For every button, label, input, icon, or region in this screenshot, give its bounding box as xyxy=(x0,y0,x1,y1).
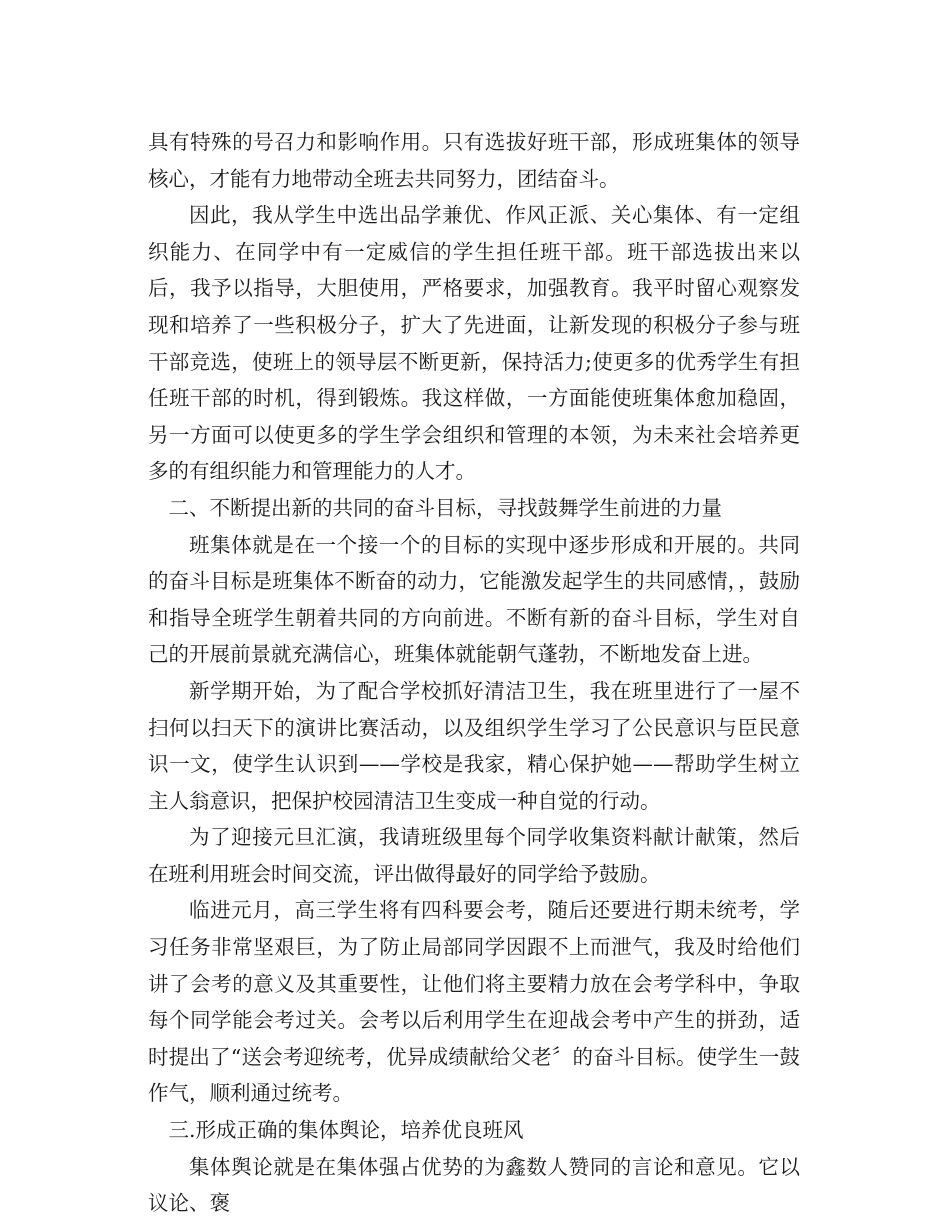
paragraph-continuation: 具有特殊的号召力和影响作用。只有选拔好班干部，形成班集体的领导核心，才能有力地带动全班去共同努力，团结奋斗。 xyxy=(148,130,800,191)
section-heading-2: 二、不断提出新的共同的奋斗目标，寻找鼓舞学生前进的力量 xyxy=(168,495,722,520)
paragraph-new-year-show: 为了迎接元旦汇演，我请班级里每个同学收集资料献计献策，然后在班利用班会时间交流，评出做得最好的同学给予鼓励。 xyxy=(148,825,800,886)
paragraph-public-opinion: 集体舆论就是在集体强占优势的为鑫数人赞同的言论和意见。它以议论、褒 xyxy=(148,1154,800,1216)
paragraph-common-goals: 班集体就是在一个接一个的目标的实现中逐步形成和开展的。共同的奋斗目标是班集体不断奋的动力，它能激发起学生的共同感情，，鼓励和指导全班学生朝着共同的方向前进。不断有新的奋斗目标，学生对自己的开展前景就充满信心，班集体就能朝气蓬勃，不断地发奋上进。 xyxy=(148,532,800,667)
document-body xyxy=(148,124,800,1222)
paragraph-class-leaders: 因此，我从学生中选出品学兼优、作风正派、关心集体、有一定组织能力、在同学中有一定威信的学生担任班干部。班干部选拔出来以后，我予以指导，大胆使用，严格要求，加强教育。我平时留心观察发现和培养了一些积极分子，扩大了先进面，让新发现的积极分子参与班干部竞选，使班上的领导层不断更新，保持活力;使更多的优秀学生有担任班干部的时机，得到锻炼。我这样做，一方面能使班集体愈加稳固，另一方面可以使更多的学生学会组织和管理的本领，为未来社会培养更多的有组织能力和管理能力的人才。 xyxy=(148,203,800,484)
paragraph-exams: 临进元月，高三学生将有四科要会考，随后还要进行期未统考，学习任务非常坚艰巨，为了防止局部同学因跟不上而泄气，我及时给他们讲了会考的意义及其重要性，让他们将主要精力放在会考学科中，争取每个同学能会考过关。会考以后利用学生在迎战会考中产生的拼劲，适时提出了“送会考迎统考，优异成绩献给父老〞的奋斗目标。使学生一鼓作气，顺利通过统考。 xyxy=(148,898,800,1106)
paragraph-new-semester: 新学期开始，为了配合学校抓好清洁卫生，我在班里进行了一屋不扫何以扫天下的演讲比赛活动，以及组织学生学习了公民意识与臣民意识一文，使学生认识到——学校是我家，精心保护她——帮助学生树立主人翁意识，把保护校园清洁卫生变成一种自觉的行动。 xyxy=(148,678,800,813)
section-heading-3: 三.形成正确的集体舆论，培养优良班风 xyxy=(168,1118,524,1143)
